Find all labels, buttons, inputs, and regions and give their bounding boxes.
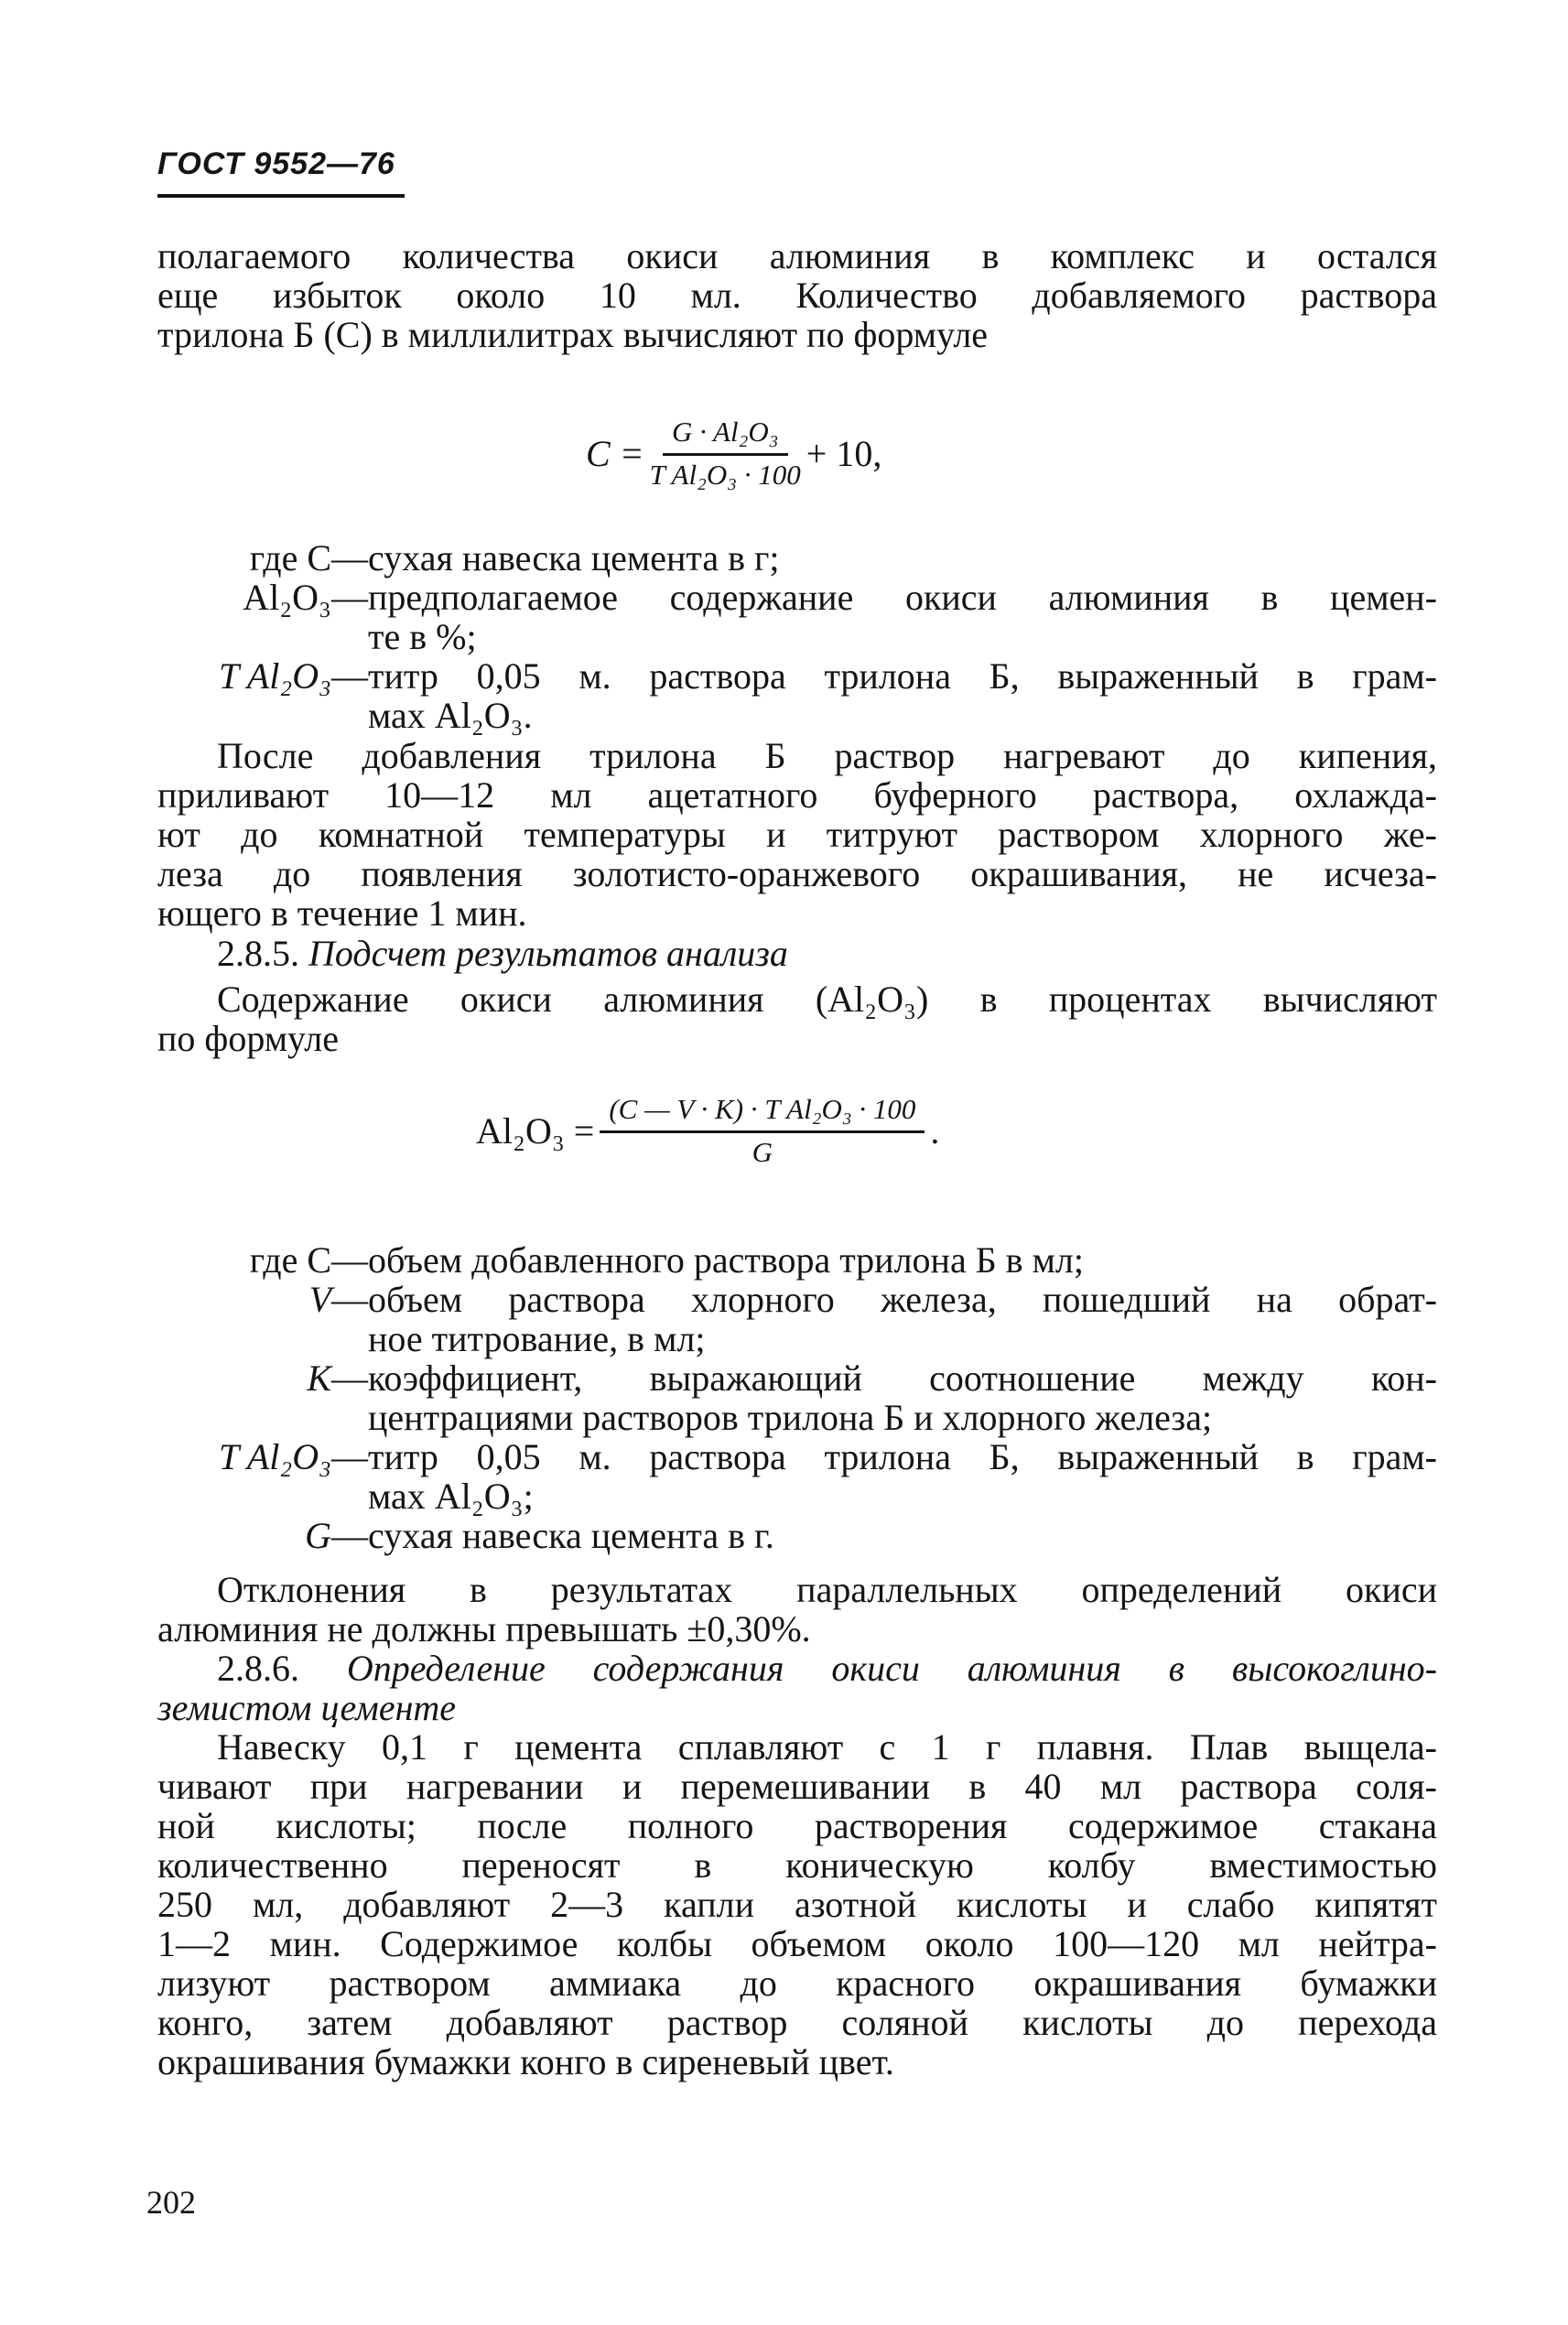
- legend-item: [157, 1358, 1437, 1437]
- legend-symbol: T Al₂O₃: [218, 655, 331, 697]
- formula-al2o3: [476, 1094, 939, 1168]
- formula-fraction: [600, 1094, 925, 1168]
- formula-rhs: + 10,: [806, 433, 882, 474]
- text-line: еще избыток около 10 мл. Количество добавляемого раствора: [157, 275, 1437, 316]
- legend-symbol: где C: [249, 1239, 331, 1281]
- section-number: 2.8.5.: [217, 933, 299, 974]
- page-number: 202: [146, 2184, 196, 2221]
- legend-item: [157, 1437, 1437, 1516]
- paragraph-1: [157, 236, 1437, 354]
- text-line: ющего в течение 1 мин.: [157, 892, 527, 934]
- text-line: окрашивания бумажки конго в сиреневый цвет.: [157, 2041, 894, 2082]
- text-line: полагаемого количества окиси алюминия в комплекс и остался: [157, 235, 1437, 276]
- legend-text: сухая навеска цемента в г.: [368, 1515, 774, 1556]
- legend-text-cont: центрациями растворов трилона Б и хлорного железа;: [368, 1397, 1213, 1438]
- legend-text: объем раствора хлорного железа, пошедший на обрат-: [368, 1279, 1437, 1320]
- legend-text-cont: ное титрование, в мл;: [368, 1318, 706, 1359]
- section-heading-2-8-6: [157, 1649, 1437, 1727]
- legend-item: [157, 1516, 1437, 1555]
- legend-dash: —: [331, 1239, 368, 1281]
- legend-dash: —: [331, 1357, 368, 1399]
- legend-text: предполагаемое содержание окиси алюминия в цемен-: [368, 577, 1437, 618]
- text-line: лизуют раствором аммиака до красного окрашивания бумажки: [157, 1963, 1437, 2004]
- legend-dash: —: [331, 1515, 368, 1556]
- text-line: конго, затем добавляют раствор соляной кислоты до перехода: [157, 2002, 1437, 2043]
- formula-numerator: (C — V · K) · T Al₂O₃ · 100: [600, 1094, 925, 1133]
- text-line: После добавления трилона Б раствор нагревают до кипения,: [217, 735, 1437, 776]
- text-line: по формуле: [157, 1018, 339, 1059]
- legend-text: титр 0,05 м. раствора трилона Б, выраженный в грам-: [368, 1436, 1437, 1477]
- section-title: Определение содержания окиси алюминия в высокоглино-: [346, 1648, 1437, 1689]
- paragraph-2: [157, 736, 1437, 933]
- legend-item: [157, 538, 1437, 578]
- text-line: трилона Б (C) в миллилитрах вычисляют по формуле: [157, 314, 989, 355]
- legend-item: [157, 1280, 1437, 1358]
- formula-c: [586, 416, 881, 491]
- section-title: Подсчет результатов анализа: [308, 933, 788, 974]
- text-line: приливают 10—12 мл ацетатного буферного раствора, охлажда-: [157, 774, 1437, 816]
- legend-text: объем добавленного раствора трилона Б в мл;: [368, 1239, 1084, 1281]
- text-line: Навеску 0,1 г цемента сплавляют с 1 г плавня. Плав выщела-: [217, 1726, 1437, 1768]
- legend-text-cont: мах Al₂O₃;: [368, 1476, 534, 1517]
- legend-text-cont: те в %;: [368, 616, 477, 657]
- text-line: чивают при нагревании и перемешивании в 40 мл раствора соля-: [157, 1766, 1437, 1807]
- formula-denominator: T Al₂O₃ · 100: [649, 459, 801, 491]
- text-line: 1—2 мин. Содержимое колбы объемом около 100—120 мл нейтра-: [157, 1923, 1437, 1964]
- text-line: 250 мл, добавляют 2—3 капли азотной кислоты и слабо кипятят: [157, 1884, 1437, 1925]
- header-rule: [157, 194, 405, 198]
- legend-symbol: V: [308, 1279, 331, 1320]
- legend-symbol: T Al₂O₃: [218, 1436, 331, 1477]
- legend-text: сухая навеска цемента в г;: [368, 537, 780, 579]
- legend-1: [157, 538, 1437, 735]
- legend-item: [157, 656, 1437, 735]
- formula-lhs: C =: [586, 433, 644, 474]
- paragraph-4: [157, 1570, 1437, 1649]
- legend-dash: —: [331, 1436, 368, 1477]
- formula-rhs: .: [930, 1110, 940, 1152]
- legend-dash: —: [331, 577, 368, 618]
- legend-dash: —: [331, 1279, 368, 1320]
- legend-2: [157, 1240, 1437, 1555]
- text-line: ют до комнатной температуры и титруют раствором хлорного же-: [157, 814, 1437, 855]
- legend-text: титр 0,05 м. раствора трилона Б, выраженный в грам-: [368, 655, 1437, 697]
- text-line: количественно переносят в коническую колбу вместимостью: [157, 1844, 1437, 1886]
- section-heading-2-8-5: [157, 934, 1437, 973]
- paragraph-5: [157, 1727, 1437, 2082]
- text-line: ной кислоты; после полного растворения содержимое стакана: [157, 1805, 1437, 1846]
- legend-symbol: G: [305, 1515, 331, 1556]
- document-header: ГОСТ 9552—76: [157, 146, 395, 181]
- formula-fraction: [650, 416, 801, 491]
- formula-denominator: G: [752, 1136, 773, 1168]
- section-title-cont: земистом цементе: [157, 1687, 457, 1728]
- text-line: Отклонения в результатах параллельных определений окиси: [217, 1569, 1437, 1610]
- formula-lhs: Al₂O₃ =: [476, 1110, 595, 1152]
- legend-dash: —: [331, 537, 368, 579]
- legend-item: [157, 1240, 1437, 1280]
- legend-symbol: где C: [249, 537, 331, 579]
- paragraph-3: [157, 979, 1437, 1058]
- legend-symbol: Al₂O₃: [243, 577, 331, 618]
- text-line: алюминия не должны превышать ±0,30%.: [157, 1608, 811, 1649]
- legend-text-cont: мах Al₂O₃.: [368, 695, 533, 736]
- legend-symbol: K: [307, 1357, 331, 1399]
- legend-item: [157, 578, 1437, 656]
- legend-text: коэффициент, выражающий соотношение между кон-: [368, 1357, 1437, 1399]
- text-line: леза до появления золотисто-оранжевого окрашивания, не исчеза-: [157, 853, 1437, 894]
- legend-dash: —: [331, 655, 368, 697]
- section-number: 2.8.6.: [217, 1648, 299, 1689]
- formula-numerator: G · Al₂O₃: [663, 416, 788, 456]
- text-line: Содержание окиси алюминия (Al₂O₃) в процентах вычисляют: [217, 979, 1437, 1020]
